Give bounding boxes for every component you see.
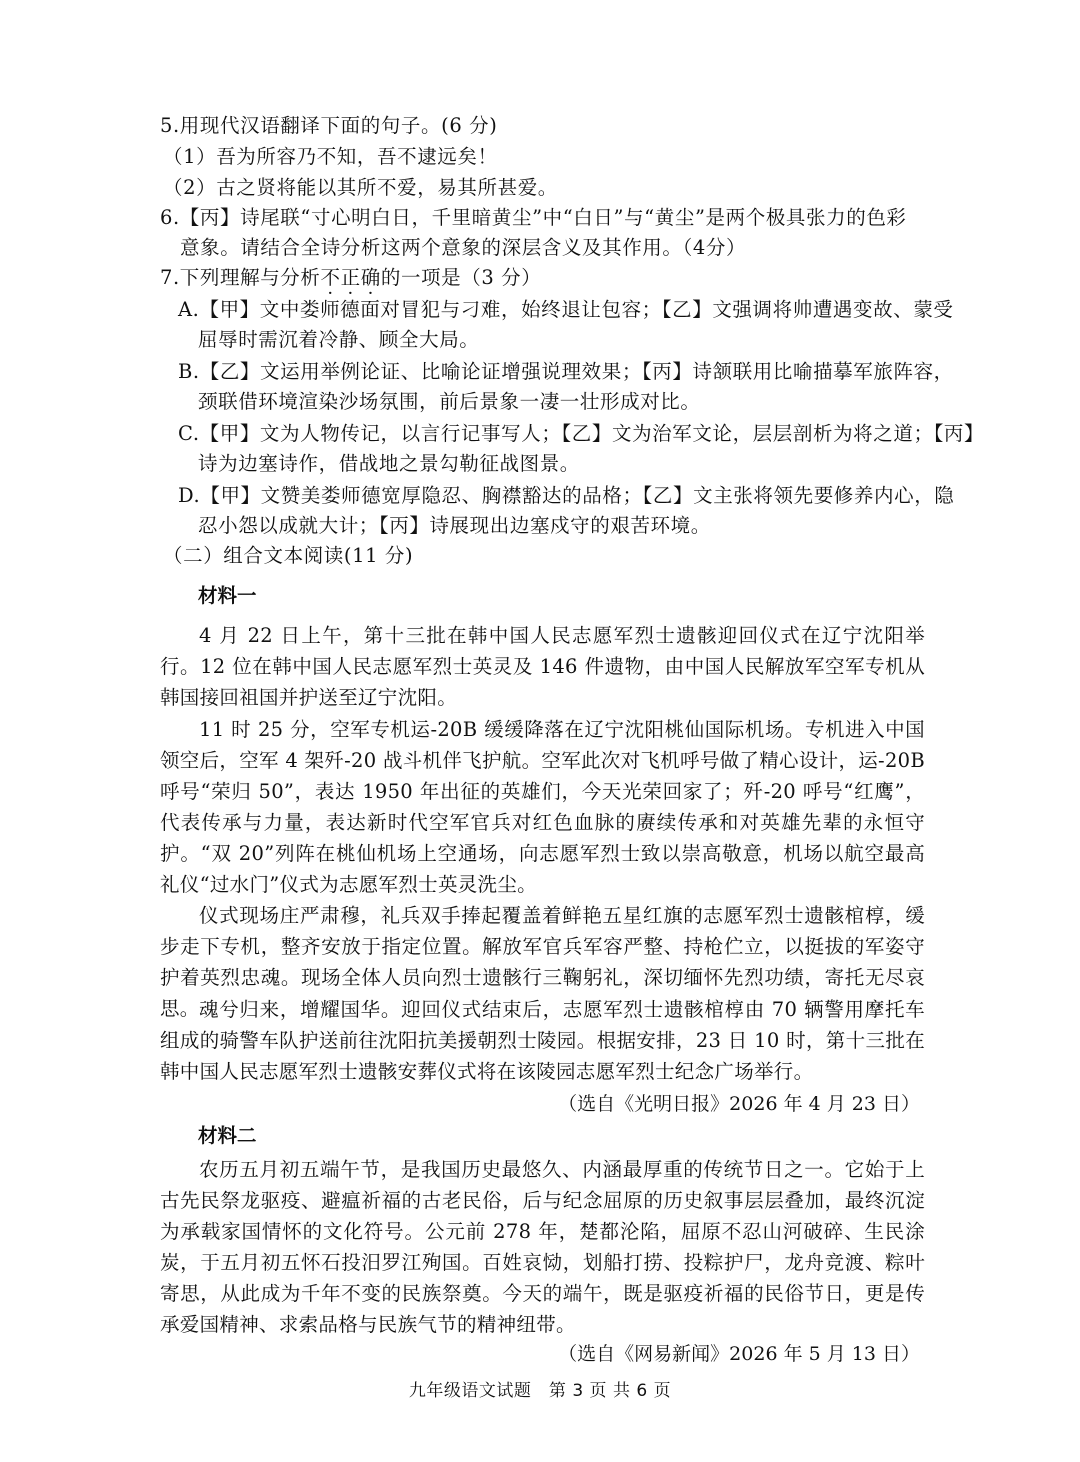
material-1-paragraph-3: 仪式现场庄严肃穆，礼兵双手捧起覆盖着鲜艳五星红旗的志愿军烈士遗骸棺椁，缓步走下专机，整齐安放于指定位置。解放军官兵军容严整、持枪伫立，以挺拔的军姿守护着英烈忠魂。现场全体人员向烈士遗骸行三鞠躬礼，深切缅怀先烈功绩，寄托无尽哀思。 [160, 904, 925, 1020]
q7-emphasis-char-3: 确 [360, 266, 381, 289]
material-1-heading: 材料一 [198, 584, 257, 607]
q7-stem-post: 的一项是（3 分） [380, 266, 542, 289]
q7-stem-pre: 7.下列理解与分析 [160, 266, 321, 289]
q5-sentence-2: （2）古之贤将能以其所不爱，易其所甚爱。 [163, 176, 558, 199]
q7-option-c-line-1: C.【甲】文为人物传记，以言行记事写人；【乙】文为治军文论，层层剖析为将之道；【丙】 [178, 422, 985, 445]
material-1-paragraph-2: 11 时 25 分，空军专机运-20B 缓缓降落在辽宁沈阳桃仙国际机场。专机进入中国领空后，空军 4 架歼-20 战斗机伴飞护航。空军此次对飞机呼号做了精心设计，运-20B 呼号“荣归 50”，表达 1950 年出征的英雄们，今天光荣回家了；歼-20 呼号“红鹰”，代表传承与力量，表达新时代空军官兵对红色血脉的赓续传承和对英雄先辈的永恒守护。“双 20”列阵在桃仙机场上空通场，向志愿军烈士致以崇高敬意，机场以航空最高礼仪“过水门”仪式为志愿军烈士英灵洗尘。 [160, 718, 925, 896]
material-1-paragraph-1: 4 月 22 日上午，第十三批在韩中国人民志愿军烈士遗骸迎回仪式在辽宁沈阳举行。12 位在韩中国人民志愿军烈士英灵及 146 件遗物，由中国人民解放军空军专机从韩国接回祖国并护送至辽宁沈阳。 [160, 624, 925, 709]
q5-sentence-1: （1）吾为所容乃不知，吾不逮远矣！ [163, 145, 498, 168]
q7-emphasis-char-1: 不 [320, 266, 341, 289]
q7-option-b-line-1: B.【乙】文运用举例论证、比喻论证增强说理效果；【丙】诗颔联用比喻描摹军旅阵容， [178, 360, 954, 383]
page-footer: 九年级语文试题 第 3 页 共 6 页 [408, 1381, 672, 1401]
material-2-heading: 材料二 [198, 1124, 257, 1147]
q5-stem: 5.用现代汉语翻译下面的句子。(6 分) [160, 114, 498, 137]
material-2-source: （选自《网易新闻》2026 年 5 月 13 日） [558, 1343, 920, 1365]
q7-option-a-line-2: 屈辱时需沉着冷静、顾全大局。 [198, 328, 480, 351]
q6-line-2: 意象。请结合全诗分析这两个意象的深层含义及其作用。（4分） [180, 236, 747, 259]
q7-stem [160, 264, 541, 292]
material-1-paragraph-4: 魂兮归来，增耀国华。迎回仪式结束后，志愿军烈士遗骸棺椁由 70 辆警用摩托车组成的骑警车队护送前往沈阳抗美援朝烈士陵园。根据安排，23 日 10 时，第十三批在韩中国人民志愿军烈士遗骸安葬仪式将在该陵园志愿军烈士纪念广场举行。 [160, 998, 925, 1083]
material-2-paragraph-1: 农历五月初五端午节，是我国历史最悠久、内涵最厚重的传统节日之一。它始于上古先民祭龙驱疫、避瘟祈福的古老民俗，后与纪念屈原的历史叙事层层叠加，最终沉淀为承载家国情怀的文化符号。公元前 278 年，楚都沦陷，屈原不忍山河破碎、生民涂炭，于五月初五怀石投汨罗江殉国。百姓哀恸，划船打捞、投粽护尸，龙舟竞渡、粽叶寄思，从此成为千年不变的民族祭奠。今天的端午，既是驱疫祈福的民俗节日，更是传承爱国精神、求索品格与民族气节的精神纽带。 [160, 1158, 925, 1336]
q7-option-a-line-1: A.【甲】文中娄师德面对冒犯与刁难，始终退让包容；【乙】文强调将帅遭遇变故、蒙受 [178, 298, 954, 321]
q7-emphasis-char-2: 正 [340, 266, 361, 289]
q7-option-d-line-1: D.【甲】文赞美娄师德宽厚隐忍、胸襟豁达的品格；【乙】文主张将领先要修养内心，隐 [178, 484, 955, 507]
q7-option-c-line-2: 诗为边塞诗作，借战地之景勾勒征战图景。 [198, 452, 580, 475]
q6-line-1: 6.【丙】诗尾联“寸心明白日，千里暗黄尘”中“白日”与“黄尘”是两个极具张力的色彩 [160, 206, 907, 229]
q7-option-d-line-2: 忍小怨以成就大计；【丙】诗展现出边塞戍守的艰苦环境。 [198, 514, 711, 537]
q7-option-b-line-2: 颈联借环境渲染沙场氛围，前后景象一凄一壮形成对比。 [198, 390, 701, 413]
material-1-source: （选自《光明日报》2026 年 4 月 23 日） [558, 1093, 920, 1115]
section-2-title: （二）组合文本阅读(11 分) [163, 544, 414, 567]
